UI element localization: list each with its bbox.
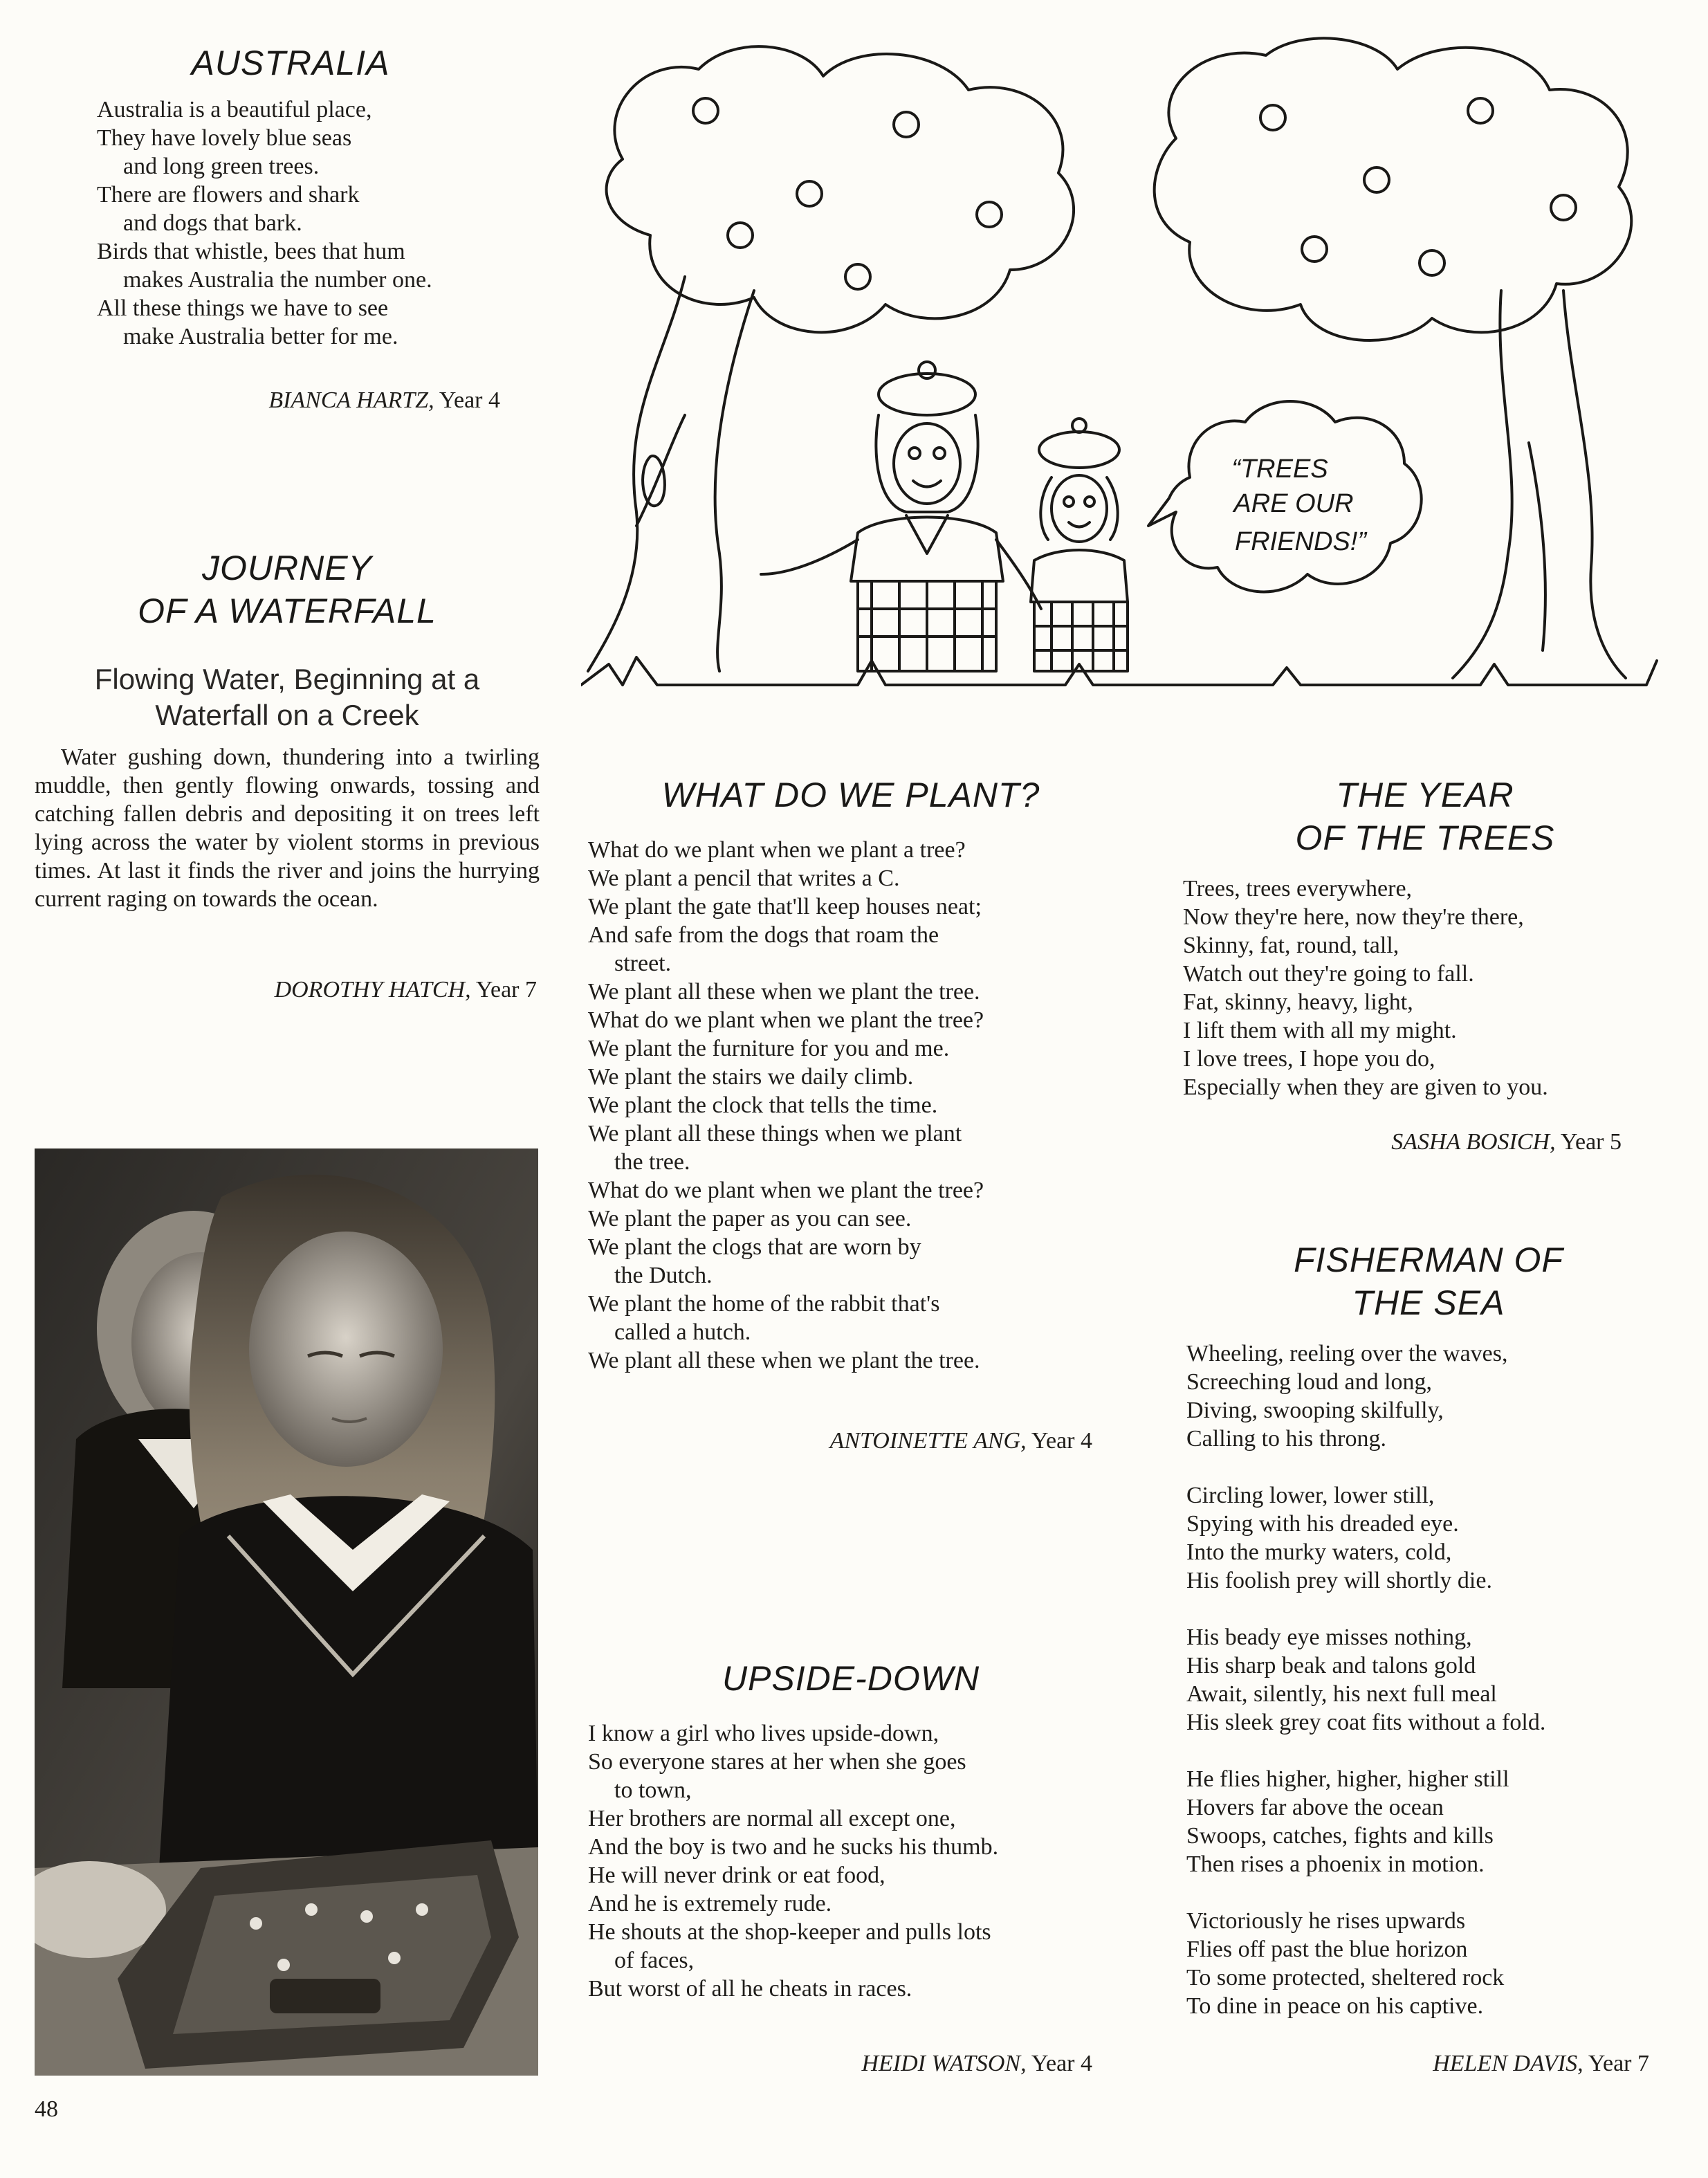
poem-line: His foolish prey will shortly die. [1186, 1568, 1492, 1593]
poem-line: And he is extremely rude. [588, 1891, 832, 1916]
poem-line: We plant all these when we plant the tree. [588, 979, 980, 1005]
poem-title-line-1: FISHERMAN OF [1294, 1241, 1563, 1279]
poem-line: Calling to his throng. [1186, 1426, 1386, 1452]
author-name: ANTOINETTE ANG, [829, 1428, 1027, 1454]
poem-line: They have lovely blue seas [97, 125, 352, 151]
poem-line: called a hutch. [614, 1319, 751, 1345]
right-tree-trunk [1453, 291, 1626, 678]
poem-line: street. [614, 951, 672, 976]
poem-line: Trees, trees everywhere, [1183, 876, 1413, 902]
poem-line: Hovers far above the ocean [1186, 1795, 1444, 1820]
poem-line: Especially when they are given to you. [1183, 1074, 1548, 1100]
poem-body [1186, 1339, 1671, 2020]
poem-line: We plant all these when we plant the tree. [588, 1348, 980, 1373]
small-girl-hat [1039, 432, 1119, 468]
poem-line: Watch out they're going to fall. [1183, 961, 1474, 987]
poem-line: Birds that whistle, bees that hum [97, 239, 405, 264]
poem-line: We plant all these things when we plant [588, 1121, 962, 1146]
poem-line: make Australia better for me. [123, 324, 398, 349]
poem-title-line-2: OF THE TREES [1295, 818, 1555, 857]
poem-line: Screeching loud and long, [1186, 1369, 1433, 1395]
author-credit [268, 386, 500, 414]
poem-line: We plant the clogs that are worn by [588, 1234, 921, 1260]
author-credit [275, 976, 537, 1004]
speech-text-line-3: FRIENDS!” [1235, 527, 1366, 556]
poem-stanza [1186, 1907, 1671, 2020]
poem-line: Circling lower, lower still, [1186, 1483, 1435, 1508]
poem-line: We plant the paper as you can see. [588, 1206, 912, 1232]
poem-title-line-1: THE YEAR [1336, 776, 1514, 814]
poem-stanza [1186, 1481, 1671, 1595]
poem-line: What do we plant when we plant the tree? [588, 1178, 984, 1203]
poem-line: I love trees, I hope you do, [1183, 1046, 1435, 1072]
poem-line: Now they're here, now they're there, [1183, 904, 1524, 930]
prose-waterfall [35, 547, 540, 913]
prose-title-line-2: OF A WATERFALL [138, 592, 437, 630]
poem-line: To some protected, sheltered rock [1186, 1965, 1505, 1991]
poem-line: We plant a pencil that writes a C. [588, 866, 900, 891]
poem-line: But worst of all he cheats in races. [588, 1976, 912, 2002]
small-girl-hair-right [1107, 477, 1118, 540]
poem-line: makes Australia the number one. [123, 267, 432, 293]
poem-line: Australia is a beautiful place, [97, 97, 372, 122]
apples [693, 98, 1576, 289]
poem-line: Then rises a phoenix in motion. [1186, 1851, 1485, 1877]
poem-body [97, 95, 540, 351]
poem-line: His beady eye misses nothing, [1186, 1625, 1472, 1650]
poem-line: the Dutch. [614, 1263, 713, 1288]
poem-line: Skinny, fat, round, tall, [1183, 933, 1399, 958]
big-girl-hair [876, 415, 977, 512]
poem-line: And the boy is two and he sucks his thumb. [588, 1834, 999, 1860]
author-year: Year 5 [1560, 1129, 1622, 1155]
poem-line: We plant the furniture for you and me. [588, 1036, 950, 1061]
poem-line: He will never drink or eat food, [588, 1863, 885, 1888]
poem-line: Swoops, catches, fights and kills [1186, 1823, 1494, 1849]
poem-body [588, 836, 1114, 1375]
poem-stanza [1186, 1339, 1671, 1453]
author-name: DOROTHY HATCH, [274, 977, 471, 1003]
poem-what-do-we-plant [588, 774, 1114, 1375]
poem-line: and long green trees. [123, 154, 320, 179]
poem-line: We plant the gate that'll keep houses neat; [588, 894, 982, 919]
poem-stanza [1186, 1765, 1671, 1878]
poem-line: Into the murky waters, cold, [1186, 1539, 1452, 1565]
poem-line: Her brothers are normal all except one, [588, 1806, 956, 1831]
poem-australia [42, 42, 540, 351]
poem-title: AUSTRALIA [191, 44, 390, 82]
author-credit [1391, 1128, 1622, 1156]
poem-stanza [1186, 1623, 1671, 1737]
poem-line: And safe from the dogs that roam the [588, 922, 939, 948]
poem-upside-down [588, 1657, 1114, 2003]
poem-line: I lift them with all my might. [1183, 1018, 1457, 1043]
author-name: BIANCA HARTZ, [268, 387, 434, 413]
author-year: Year 7 [475, 977, 537, 1003]
left-tree-canopy [607, 46, 1074, 332]
poem-line: Fat, skinny, heavy, light, [1183, 989, 1413, 1015]
poem-line: So everyone stares at her when she goes [588, 1749, 966, 1775]
speech-text-line-1: “TREES [1231, 455, 1328, 484]
prose-text: Water gushing down, thundering into a twirling muddle, then gently flowing onwards, tossing and catching fallen debris and depositing it on trees left lying across the water by violent storms in previous times. At last it finds the river and joins the hurrying current raging on towards the ocean. [35, 744, 540, 912]
author-credit [861, 2049, 1092, 2078]
poem-line: and dogs that bark. [123, 210, 302, 236]
poem-line: the tree. [614, 1149, 690, 1175]
poem-title-line-2: THE SEA [1352, 1283, 1505, 1322]
trees-illustration [581, 28, 1660, 706]
poem-line: We plant the clock that tells the time. [588, 1092, 938, 1118]
poem-line: What do we plant when we plant the tree? [588, 1007, 984, 1033]
small-girl-face [1052, 475, 1107, 542]
author-name: SASHA BOSICH, [1391, 1129, 1556, 1155]
prose-subtitle-line-2: Waterfall on a Creek [155, 699, 419, 731]
author-year: Year 4 [439, 387, 500, 413]
poem-line: Spying with his dreaded eye. [1186, 1511, 1459, 1537]
big-girl-arm-left [761, 540, 858, 574]
big-girl-face [894, 423, 960, 504]
small-girl-hair-left [1040, 477, 1052, 540]
poem-line: Await, silently, his next full meal [1186, 1681, 1497, 1707]
poem-line: I know a girl who lives upside-down, [588, 1721, 939, 1746]
poem-title: UPSIDE-DOWN [722, 1659, 980, 1698]
speech-text-line-2: ARE OUR [1233, 489, 1354, 518]
poem-line: He shouts at the shop-keeper and pulls lots [588, 1919, 991, 1945]
left-tree-knot [643, 456, 665, 506]
poem-line: There are flowers and shark [97, 182, 360, 208]
prose-title-line-1: JOURNEY [202, 549, 372, 587]
poem-line: His sharp beak and talons gold [1186, 1653, 1476, 1678]
photo-image [35, 1149, 538, 2076]
poem-line: We plant the home of the rabbit that's [588, 1291, 940, 1317]
author-credit [830, 1427, 1092, 1455]
small-girl-body [1031, 550, 1128, 602]
poem-line: of faces, [614, 1948, 695, 1973]
author-name: HELEN DAVIS, [1433, 2051, 1583, 2076]
poem-fisherman-of-the-sea [1186, 1238, 1671, 2020]
author-year: Year 7 [1588, 2051, 1649, 2076]
poem-line: We plant the stairs we daily climb. [588, 1064, 914, 1090]
poem-line: Diving, swooping skilfully, [1186, 1398, 1444, 1423]
poem-title: WHAT DO WE PLANT? [661, 776, 1040, 814]
poem-body [1183, 875, 1667, 1101]
author-year: Year 4 [1031, 1428, 1092, 1454]
page-number: 48 [35, 2096, 58, 2122]
poem-line: His sleek grey coat fits without a fold. [1186, 1710, 1546, 1735]
prose-subtitle-line-1: Flowing Water, Beginning at a [94, 663, 480, 695]
poem-line: Flies off past the blue horizon [1186, 1937, 1468, 1962]
author-credit [1433, 2049, 1649, 2078]
photo-schoolgirls [35, 1149, 538, 2076]
right-tree-canopy [1155, 38, 1632, 340]
poem-line: What do we plant when we plant a tree? [588, 837, 966, 863]
poem-line: to town, [614, 1777, 692, 1803]
poem-body [588, 1719, 1114, 2003]
poem-line: To dine in peace on his captive. [1186, 1993, 1484, 2019]
poem-line: Victoriously he rises upwards [1186, 1908, 1466, 1934]
big-girl-body [851, 518, 1003, 582]
poem-line: Wheeling, reeling over the waves, [1186, 1341, 1508, 1366]
poem-line: All these things we have to see [97, 295, 389, 321]
author-name: HEIDI WATSON, [861, 2051, 1027, 2076]
poem-year-of-the-trees [1183, 774, 1667, 1101]
author-year: Year 4 [1031, 2051, 1092, 2076]
poem-line: He flies higher, higher, higher still [1186, 1766, 1509, 1792]
left-tree-trunk [588, 277, 754, 671]
